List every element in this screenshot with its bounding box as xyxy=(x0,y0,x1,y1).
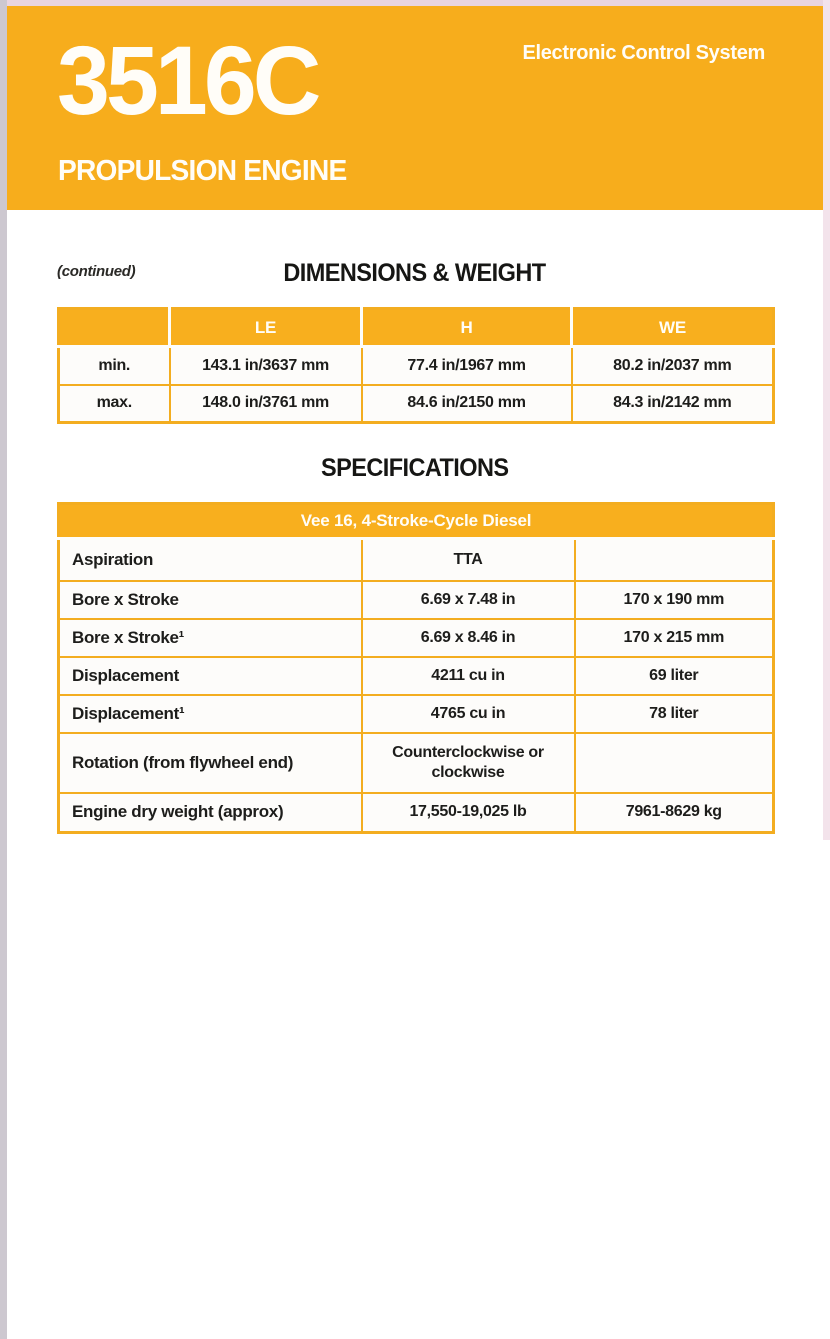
table-row xyxy=(59,793,774,833)
dimensions-header-row xyxy=(59,309,774,347)
spec-value-bore-stroke-1-in: 6.69 x 8.46 in xyxy=(362,619,575,657)
dimensions-max-h: 84.6 in/2150 mm xyxy=(362,385,572,423)
dimensions-heading-row xyxy=(57,257,772,289)
specifications-section-title: SPECIFICATIONS xyxy=(320,454,509,482)
specifications-header-row xyxy=(59,504,774,539)
table-row xyxy=(59,695,774,733)
dimensions-max-we: 84.3 in/2142 mm xyxy=(572,385,774,423)
table-row xyxy=(59,657,774,695)
masthead-banner xyxy=(7,6,823,210)
continued-note: (continued) xyxy=(57,263,136,280)
dimensions-section-title: DIMENSIONS & WEIGHT xyxy=(283,259,546,287)
dimensions-table xyxy=(57,307,775,424)
spec-value-rotation-metric xyxy=(575,733,774,793)
dimensions-col-le: LE xyxy=(170,309,362,347)
engine-type-header: Vee 16, 4-Stroke-Cycle Diesel xyxy=(59,504,774,539)
dimensions-min-we: 80.2 in/2037 mm xyxy=(572,347,774,385)
table-row xyxy=(59,619,774,657)
spec-value-displacement-liter: 69 liter xyxy=(575,657,774,695)
dimensions-min-le: 143.1 in/3637 mm xyxy=(170,347,362,385)
electronic-control-system-label: Electronic Control System xyxy=(522,42,765,64)
page-content xyxy=(57,210,772,834)
spec-value-displacement-1-liter: 78 liter xyxy=(575,695,774,733)
page-edge-right xyxy=(823,0,830,840)
table-row xyxy=(59,581,774,619)
spec-value-dry-weight-kg: 7961-8629 kg xyxy=(575,793,774,833)
spec-value-bore-stroke-1-mm: 170 x 215 mm xyxy=(575,619,774,657)
dimensions-row-label-min: min. xyxy=(59,347,170,385)
page-edge-left xyxy=(0,0,7,1339)
spec-value-aspiration-metric xyxy=(575,539,774,581)
spec-value-aspiration: TTA xyxy=(362,539,575,581)
engine-model-title: 3516C xyxy=(57,26,318,135)
spec-value-dry-weight-lb: 17,550-19,025 lb xyxy=(362,793,575,833)
spec-value-bore-stroke-mm: 170 x 190 mm xyxy=(575,581,774,619)
table-row xyxy=(59,733,774,793)
specifications-table xyxy=(57,502,775,834)
dimensions-row-label-max: max. xyxy=(59,385,170,423)
specifications-heading-row xyxy=(57,452,772,484)
dimensions-col-h: H xyxy=(362,309,572,347)
spec-label-aspiration: Aspiration xyxy=(59,539,362,581)
spec-label-rotation: Rotation (from flywheel end) xyxy=(59,733,362,793)
spec-label-bore-stroke: Bore x Stroke xyxy=(59,581,362,619)
dimensions-col-we: WE xyxy=(572,309,774,347)
table-row xyxy=(59,347,774,385)
spec-value-displacement-cuin: 4211 cu in xyxy=(362,657,575,695)
spec-value-bore-stroke-in: 6.69 x 7.48 in xyxy=(362,581,575,619)
spec-label-displacement-1: Displacement¹ xyxy=(59,695,362,733)
spec-label-dry-weight: Engine dry weight (approx) xyxy=(59,793,362,833)
table-row xyxy=(59,539,774,581)
dimensions-col-blank xyxy=(59,309,170,347)
spec-value-rotation: Counterclockwise or clockwise xyxy=(362,733,575,793)
dimensions-max-le: 148.0 in/3761 mm xyxy=(170,385,362,423)
table-row xyxy=(59,385,774,423)
propulsion-engine-subtitle: PROPULSION ENGINE xyxy=(58,155,347,187)
spec-label-bore-stroke-1: Bore x Stroke¹ xyxy=(59,619,362,657)
spec-label-displacement: Displacement xyxy=(59,657,362,695)
dimensions-min-h: 77.4 in/1967 mm xyxy=(362,347,572,385)
spec-value-displacement-1-cuin: 4765 cu in xyxy=(362,695,575,733)
